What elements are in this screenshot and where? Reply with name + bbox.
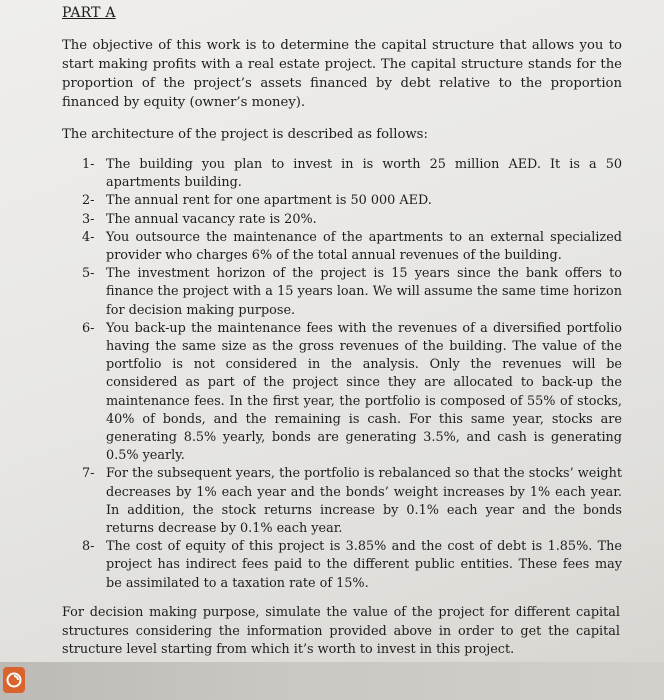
- intro-paragraph: The objective of this work is to determine the capital structure that allows you to start making profits with a real estate project. The capital structure stands for the proportion of the project’s assets financed by debt relative to the proportion financed by equity (owner’s money).: [62, 38, 622, 110]
- page-bottom-edge: [0, 662, 664, 700]
- item-text: The annual rent for one apartment is 50 000 AED.: [106, 193, 432, 209]
- item-number: 4-: [82, 229, 95, 245]
- list-item: [82, 156, 622, 192]
- item-number: 1-: [82, 157, 95, 172]
- item-number: 6-: [82, 320, 95, 336]
- list-item: [82, 192, 622, 210]
- list-item: [82, 211, 622, 229]
- item-text: The investment horizon of the project is 15 years since the bank offers to finance the project with a 15 years loan. We will assume the same time horizon for decision making purpose.: [106, 266, 622, 318]
- item-text: The cost of equity of this project is 3.85% and the cost of debt is 1.85%. The project has indirect fees paid to the different public entities. These fees may be assimilated to a taxation rate of 15%.: [106, 539, 622, 591]
- item-number: 3-: [82, 211, 95, 227]
- item-number: 2-: [82, 193, 95, 209]
- requirements-list: [82, 156, 622, 593]
- item-text: The annual vacancy rate is 20%.: [106, 211, 317, 227]
- item-number: 8-: [82, 539, 95, 555]
- app-badge-icon[interactable]: [3, 667, 25, 693]
- swirl-icon: [6, 672, 22, 688]
- list-item: [82, 320, 622, 466]
- list-item: [82, 229, 622, 265]
- list-item: [82, 265, 622, 320]
- conclusion-paragraph: For decision making purpose, simulate the value of the project for different capital structures considering the information provided above in order to get the capital structure level starting from which it’s worth to invest in this project.: [62, 605, 620, 657]
- item-number: 5-: [82, 266, 95, 282]
- list-item: [82, 538, 622, 593]
- item-number: 7-: [82, 466, 95, 482]
- item-text: The building you plan to invest in is worth 25 million AED. It is a 50 apartments building.: [106, 157, 622, 191]
- item-text: For the subsequent years, the portfolio is rebalanced so that the stocks’ weight decreases by 1% each year and the bonds’ weight increases by 1% each year. In addition, the stock returns increase by 0.1% each year and the bonds returns decrease by 0.1% each year.: [106, 466, 622, 537]
- architecture-heading: The architecture of the project is described as follows:: [62, 127, 428, 142]
- item-text: You back-up the maintenance fees with the revenues of a diversified portfolio having the same size as the gross revenues of the building. The value of the portfolio is not considered in the analysis. Only the revenues will be considered as part of the project since they are allocated to back-up the maintenance fees. In the first year, the portfolio is composed of 55% of stocks, 40% of bonds, and the remaining is cash. For this same year, stocks are generating 8.5% yearly, bonds are generating 3.5%, and cash is generating 0.5% yearly.: [106, 320, 622, 464]
- list-item: [82, 465, 622, 538]
- document-title: PART A: [62, 5, 116, 21]
- item-text: You outsource the maintenance of the apartments to an external specialized provider who charges 6% of the total annual revenues of the building.: [106, 229, 622, 264]
